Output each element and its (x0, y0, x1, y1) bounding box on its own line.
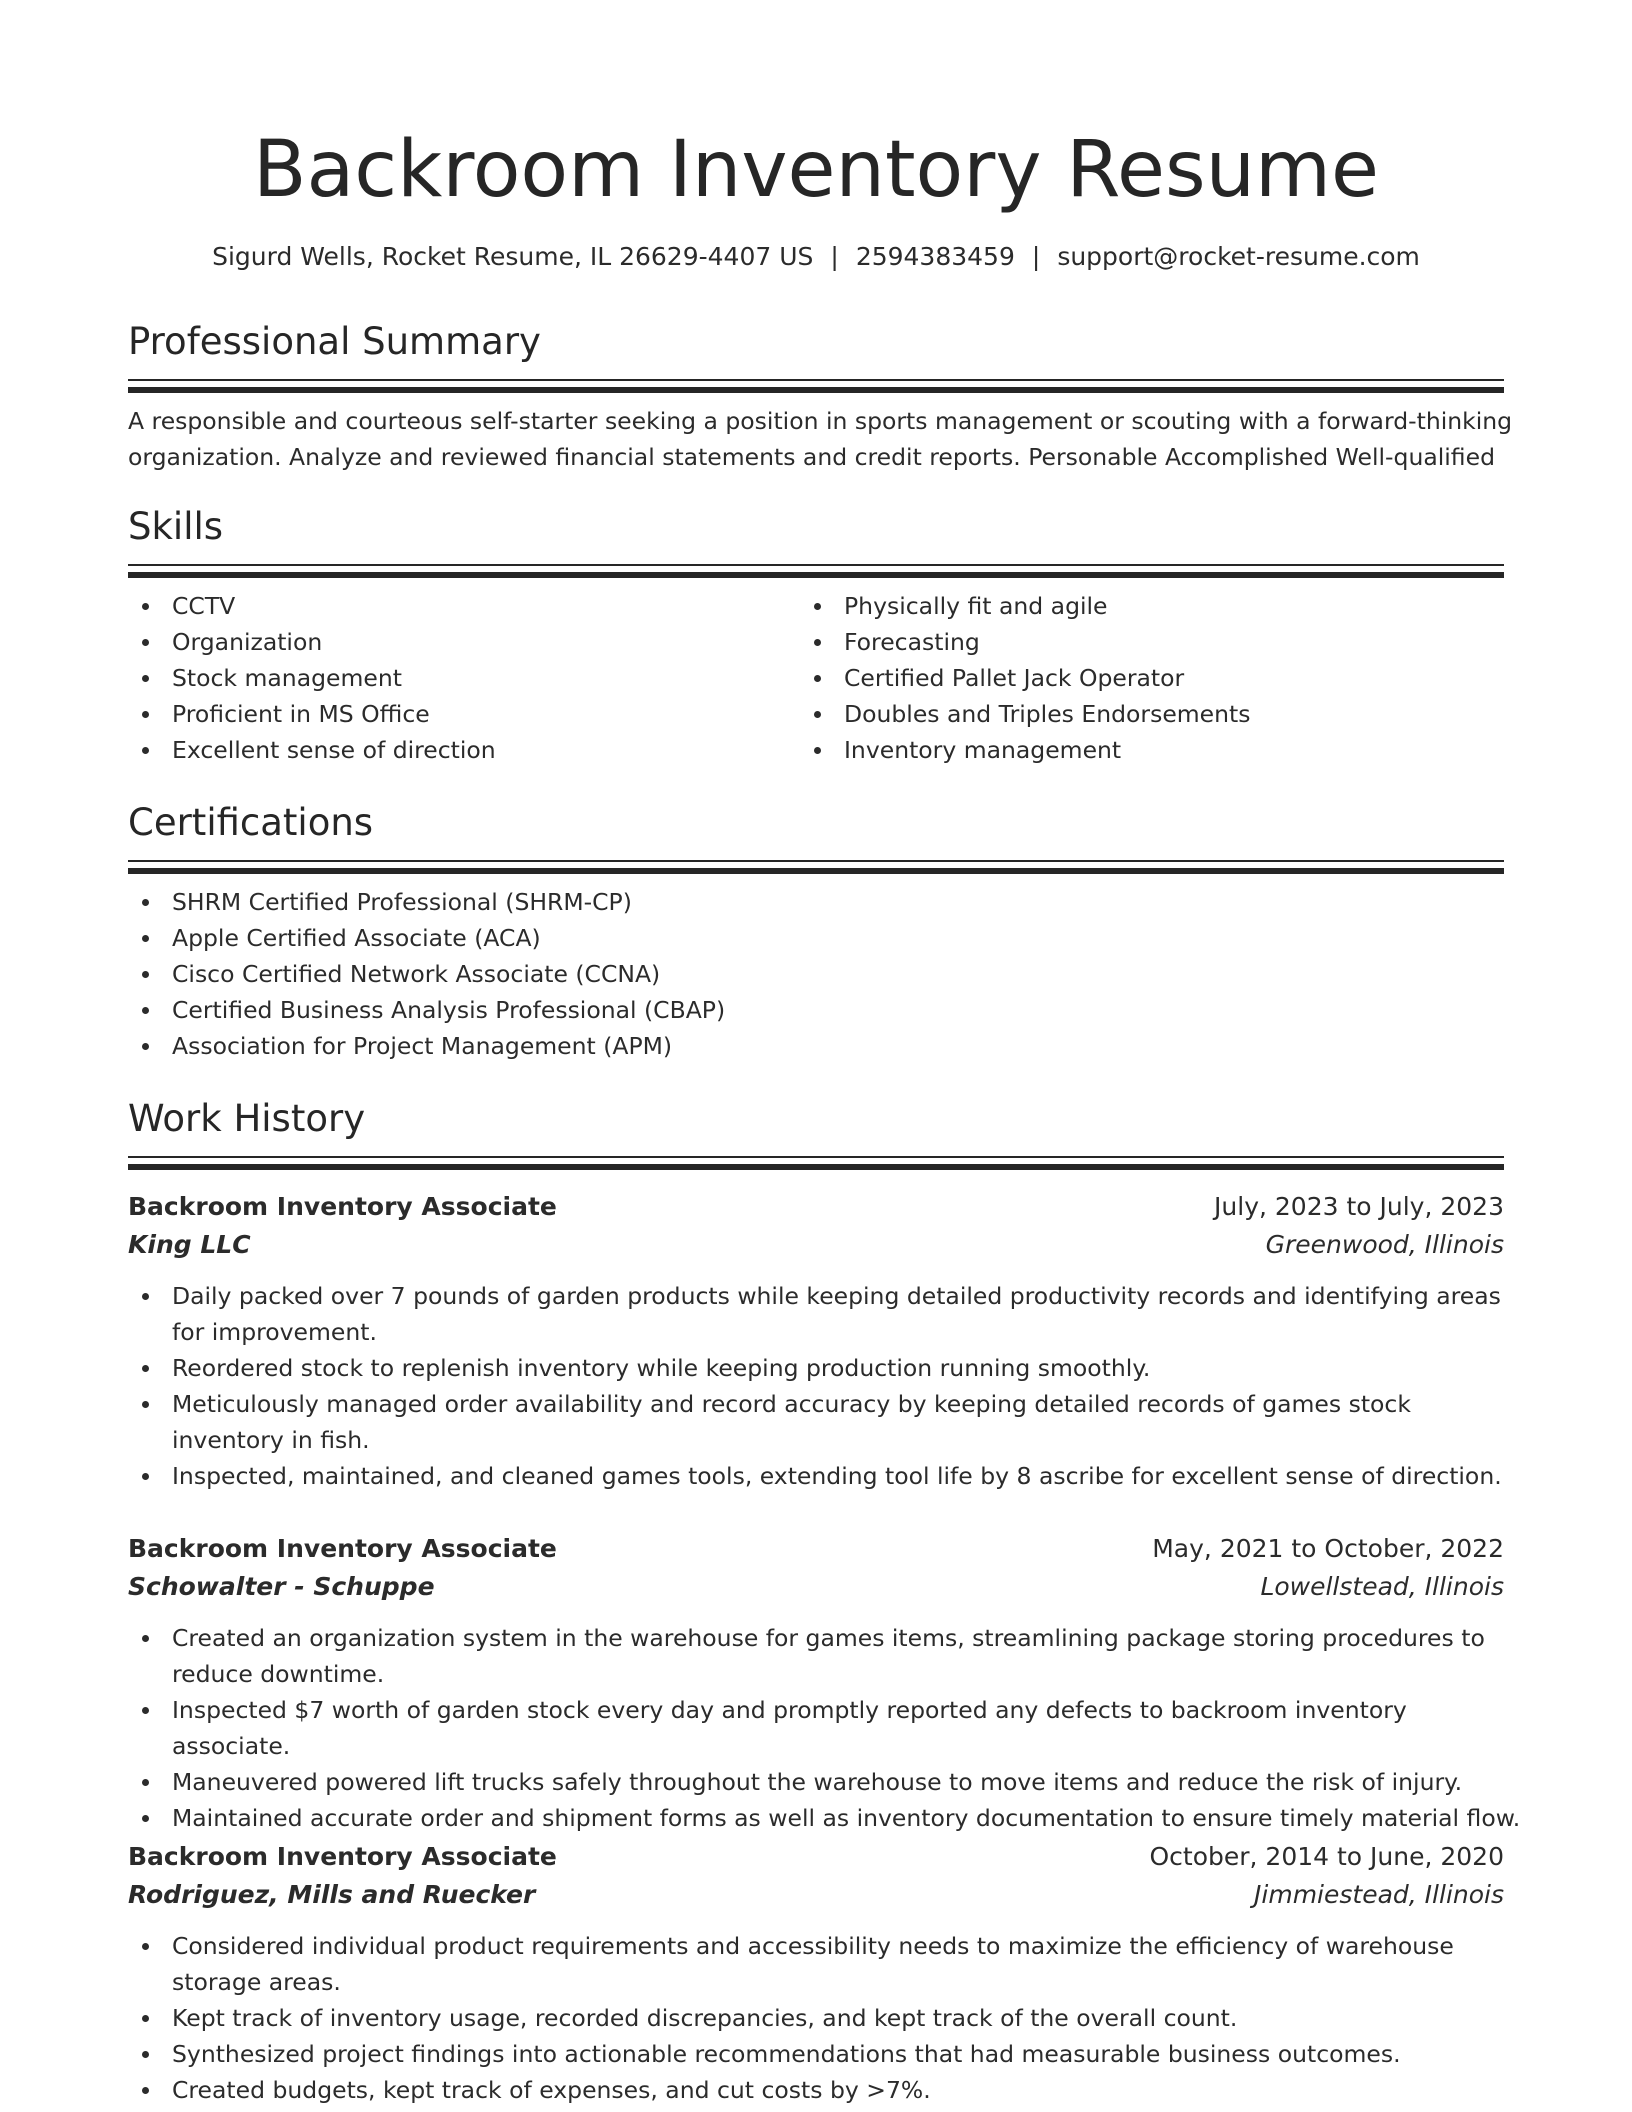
job-bullet: Considered individual product requirements and accessibility needs to maximize the efficiency of warehouse storage areas. (128, 1928, 1528, 2000)
contact-name-address: Sigurd Wells, Rocket Resume, IL 26629-4407 US (212, 242, 814, 271)
contact-separator: | (830, 242, 839, 271)
job-title: Backroom Inventory Associate (128, 1842, 557, 1871)
job-bullet: Created an organization system in the warehouse for games items, streamlining package storing procedures to reduce downtime. (128, 1620, 1528, 1692)
resume-title: Backroom Inventory Resume (252, 125, 1379, 215)
skills-section-header (128, 501, 1504, 578)
contact-phone: 2594383459 (855, 242, 1015, 271)
contact-line (0, 237, 1632, 277)
job-bullet: Reordered stock to replenish inventory while keeping production running smoothly. (128, 1350, 1528, 1386)
work-section-header (128, 1093, 1504, 1170)
job-location: Lowellstead, Illinois (1260, 1572, 1504, 1601)
job-bullet: Synthesized project findings into actionable recommendations that had measurable business outcomes. (128, 2036, 1528, 2072)
skill-item: Physically fit and agile (800, 588, 1250, 624)
skill-item: Stock management (128, 660, 496, 696)
job-company: King LLC (128, 1230, 251, 1259)
section-divider (128, 1156, 1504, 1170)
job-bullets (128, 1928, 1528, 2108)
job-bullet: Created budgets, kept track of expenses, and cut costs by >7%. (128, 2072, 1528, 2108)
job-company: Schowalter - Schuppe (128, 1572, 435, 1601)
skills-list-right (800, 588, 1250, 768)
skills-heading: Skills (128, 505, 224, 548)
job-bullets (128, 1620, 1528, 1836)
job-dates: May, 2021 to October, 2022 (1152, 1534, 1504, 1563)
section-divider (128, 564, 1504, 578)
certification-item: Cisco Certified Network Associate (CCNA) (128, 956, 725, 992)
skills-list-left (128, 588, 496, 768)
skill-item: Proficient in MS Office (128, 696, 496, 732)
certification-item: Apple Certified Associate (ACA) (128, 920, 725, 956)
skill-item: Doubles and Triples Endorsements (800, 696, 1250, 732)
skill-item: Inventory management (800, 732, 1250, 768)
skill-item: Excellent sense of direction (128, 732, 496, 768)
certification-item: SHRM Certified Professional (SHRM-CP) (128, 884, 725, 920)
certifications-section-header (128, 797, 1504, 874)
contact-separator: | (1031, 242, 1041, 271)
skill-item: Certified Pallet Jack Operator (800, 660, 1250, 696)
work-heading: Work History (128, 1097, 366, 1140)
section-divider (128, 379, 1504, 393)
section-divider (128, 860, 1504, 874)
summary-heading: Professional Summary (128, 320, 541, 363)
summary-section-header (128, 316, 1504, 393)
certification-item: Certified Business Analysis Professional (CBAP) (128, 992, 725, 1028)
job-bullet: Inspected, maintained, and cleaned games tools, extending tool life by 8 ascribe for excellent sense of direction. (128, 1458, 1528, 1494)
certifications-list (128, 884, 725, 1064)
job-bullet: Kept track of inventory usage, recorded discrepancies, and kept track of the overall count. (128, 2000, 1528, 2036)
job-company: Rodriguez, Mills and Ruecker (128, 1880, 536, 1909)
job-title: Backroom Inventory Associate (128, 1534, 557, 1563)
job-bullet: Maneuvered powered lift trucks safely throughout the warehouse to move items and reduce the risk of injury. (128, 1764, 1528, 1800)
job-entry (128, 1188, 1504, 1494)
certifications-heading: Certifications (128, 801, 374, 844)
job-entry (128, 1838, 1504, 2108)
job-dates: October, 2014 to June, 2020 (1149, 1842, 1504, 1871)
contact-email: support@rocket-resume.com (1057, 242, 1420, 271)
job-bullet: Daily packed over 7 pounds of garden products while keeping detailed productivity records and identifying areas for improvement. (128, 1278, 1528, 1350)
skill-item: CCTV (128, 588, 496, 624)
job-bullet: Maintained accurate order and shipment forms as well as inventory documentation to ensure timely material flow. (128, 1800, 1528, 1836)
job-location: Greenwood, Illinois (1265, 1230, 1504, 1259)
certification-item: Association for Project Management (APM) (128, 1028, 725, 1064)
skill-item: Forecasting (800, 624, 1250, 660)
job-bullet: Inspected $7 worth of garden stock every day and promptly reported any defects to backroom inventory associate. (128, 1692, 1528, 1764)
job-title: Backroom Inventory Associate (128, 1192, 557, 1221)
job-bullets (128, 1278, 1528, 1494)
skill-item: Organization (128, 624, 496, 660)
job-bullet: Meticulously managed order availability and record accuracy by keeping detailed records of games stock inventory in fish. (128, 1386, 1528, 1458)
job-dates: July, 2023 to July, 2023 (1214, 1192, 1504, 1221)
summary-text: A responsible and courteous self-starter seeking a position in sports management or scouting with a forward-thinking organization. Analyze and reviewed financial statements and credit reports. Personable Accomplished Well-qualified (128, 407, 1513, 471)
job-location: Jimmiestead, Illinois (1254, 1880, 1504, 1909)
job-entry (128, 1530, 1521, 1836)
